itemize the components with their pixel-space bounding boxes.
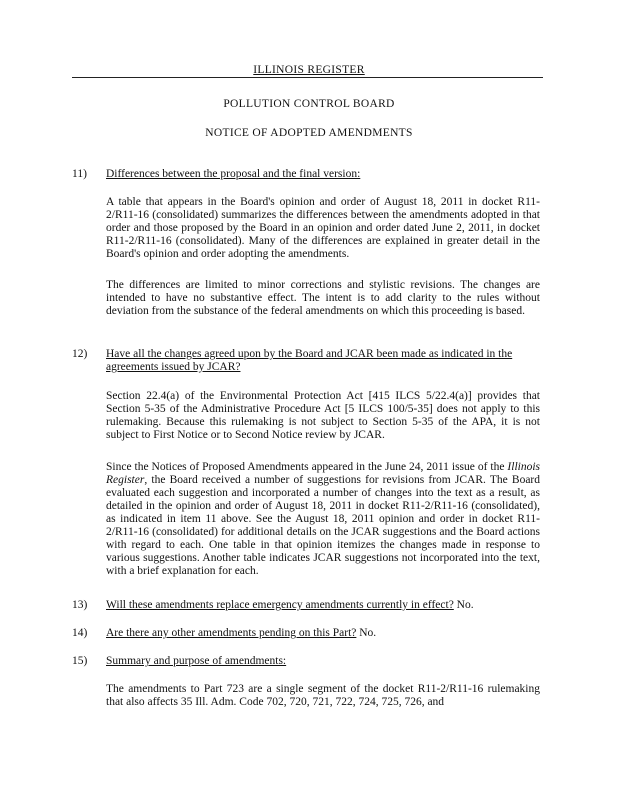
item-12-paragraph-2: Since the Notices of Proposed Amendments appeared in the June 24, 2011 issue of the Illinois Register, the Board received a number of suggestions for revisions from JCAR. The Board evaluated each suggestion and incorporated a number of changes into the text as a result, as detailed in the opinion and order of August 18, 2011 in docket R11-2/R11-16 (consolidated), as indicated in item 11 above. See the August 18, 2011 opinion and order in docket R11-2/R11-16 (consolidated) for additional details on the JCAR suggestions and the Board actions with regard to each. One table in that opinion itemizes the changes made in response to various suggestions. Another table indicates JCAR suggestions not incorporated into the text, with a brief explanation for each. [106, 461, 541, 577]
item-13-number: 13) [72, 599, 88, 611]
item-12-paragraph-1: Section 22.4(a) of the Environmental Protection Act [415 ILCS 5/22.4(a)] provides that Section 5-35 of the Administrative Procedure Act [5 ILCS 100/5-35] does not apply to this rulemaking. Because this rulemaking is not subject to Section 5-35 of the APA, it is not subject to First Notice or to Second Notice review by JCAR. [106, 390, 540, 441]
header-rule [72, 77, 543, 78]
item-14-question: Are there any other amendments pending on this Part? No. [106, 627, 377, 639]
item-11-number: 11) [72, 168, 87, 180]
item-13-answer: No. [456, 599, 474, 611]
item-15-paragraph: The amendments to Part 723 are a single segment of the docket R11-2/R11-16 rulemaking that also affects 35 Ill. Adm. Code 702, 720, 721, 722, 724, 725, 726, and [106, 683, 540, 708]
item-13-question: Will these amendments replace emergency amendments currently in effect? No. [106, 599, 474, 611]
item-11-question: Differences between the proposal and the final version: [106, 168, 361, 180]
item-14-answer: No. [359, 627, 377, 639]
item-11-paragraph-2: The differences are limited to minor corrections and stylistic revisions. The changes are intended to have no substantive effect. The intent is to add clarity to the rules without deviation from the substance of the federal amendments on which this proceeding is based. [106, 279, 540, 317]
item-12-question: Have all the changes agreed upon by the Board and JCAR been made as indicated in the agreements issued by JCAR? [106, 348, 513, 373]
item-14-number: 14) [72, 627, 88, 639]
register-title: ILLINOIS REGISTER [253, 64, 365, 76]
item-12-number: 12) [72, 348, 88, 360]
agency-heading: POLLUTION CONTROL BOARD [223, 98, 395, 110]
notice-heading: NOTICE OF ADOPTED AMENDMENTS [205, 127, 413, 139]
illinois-register-italic: Illinois Register [106, 461, 541, 486]
item-15-number: 15) [72, 655, 88, 667]
item-15-question: Summary and purpose of amendments: [106, 655, 287, 667]
item-11-paragraph-1: A table that appears in the Board's opinion and order of August 18, 2011 in docket R11-2/R11-16 (consolidated) summarizes the differences between the amendments adopted in that order and those proposed by the Board in an opinion and order dated June 2, 2011, in docket R11-2/R11-16 (consolidated). Many of the differences are explained in greater detail in the Board's opinion and order adopting the amendments. [106, 196, 540, 260]
